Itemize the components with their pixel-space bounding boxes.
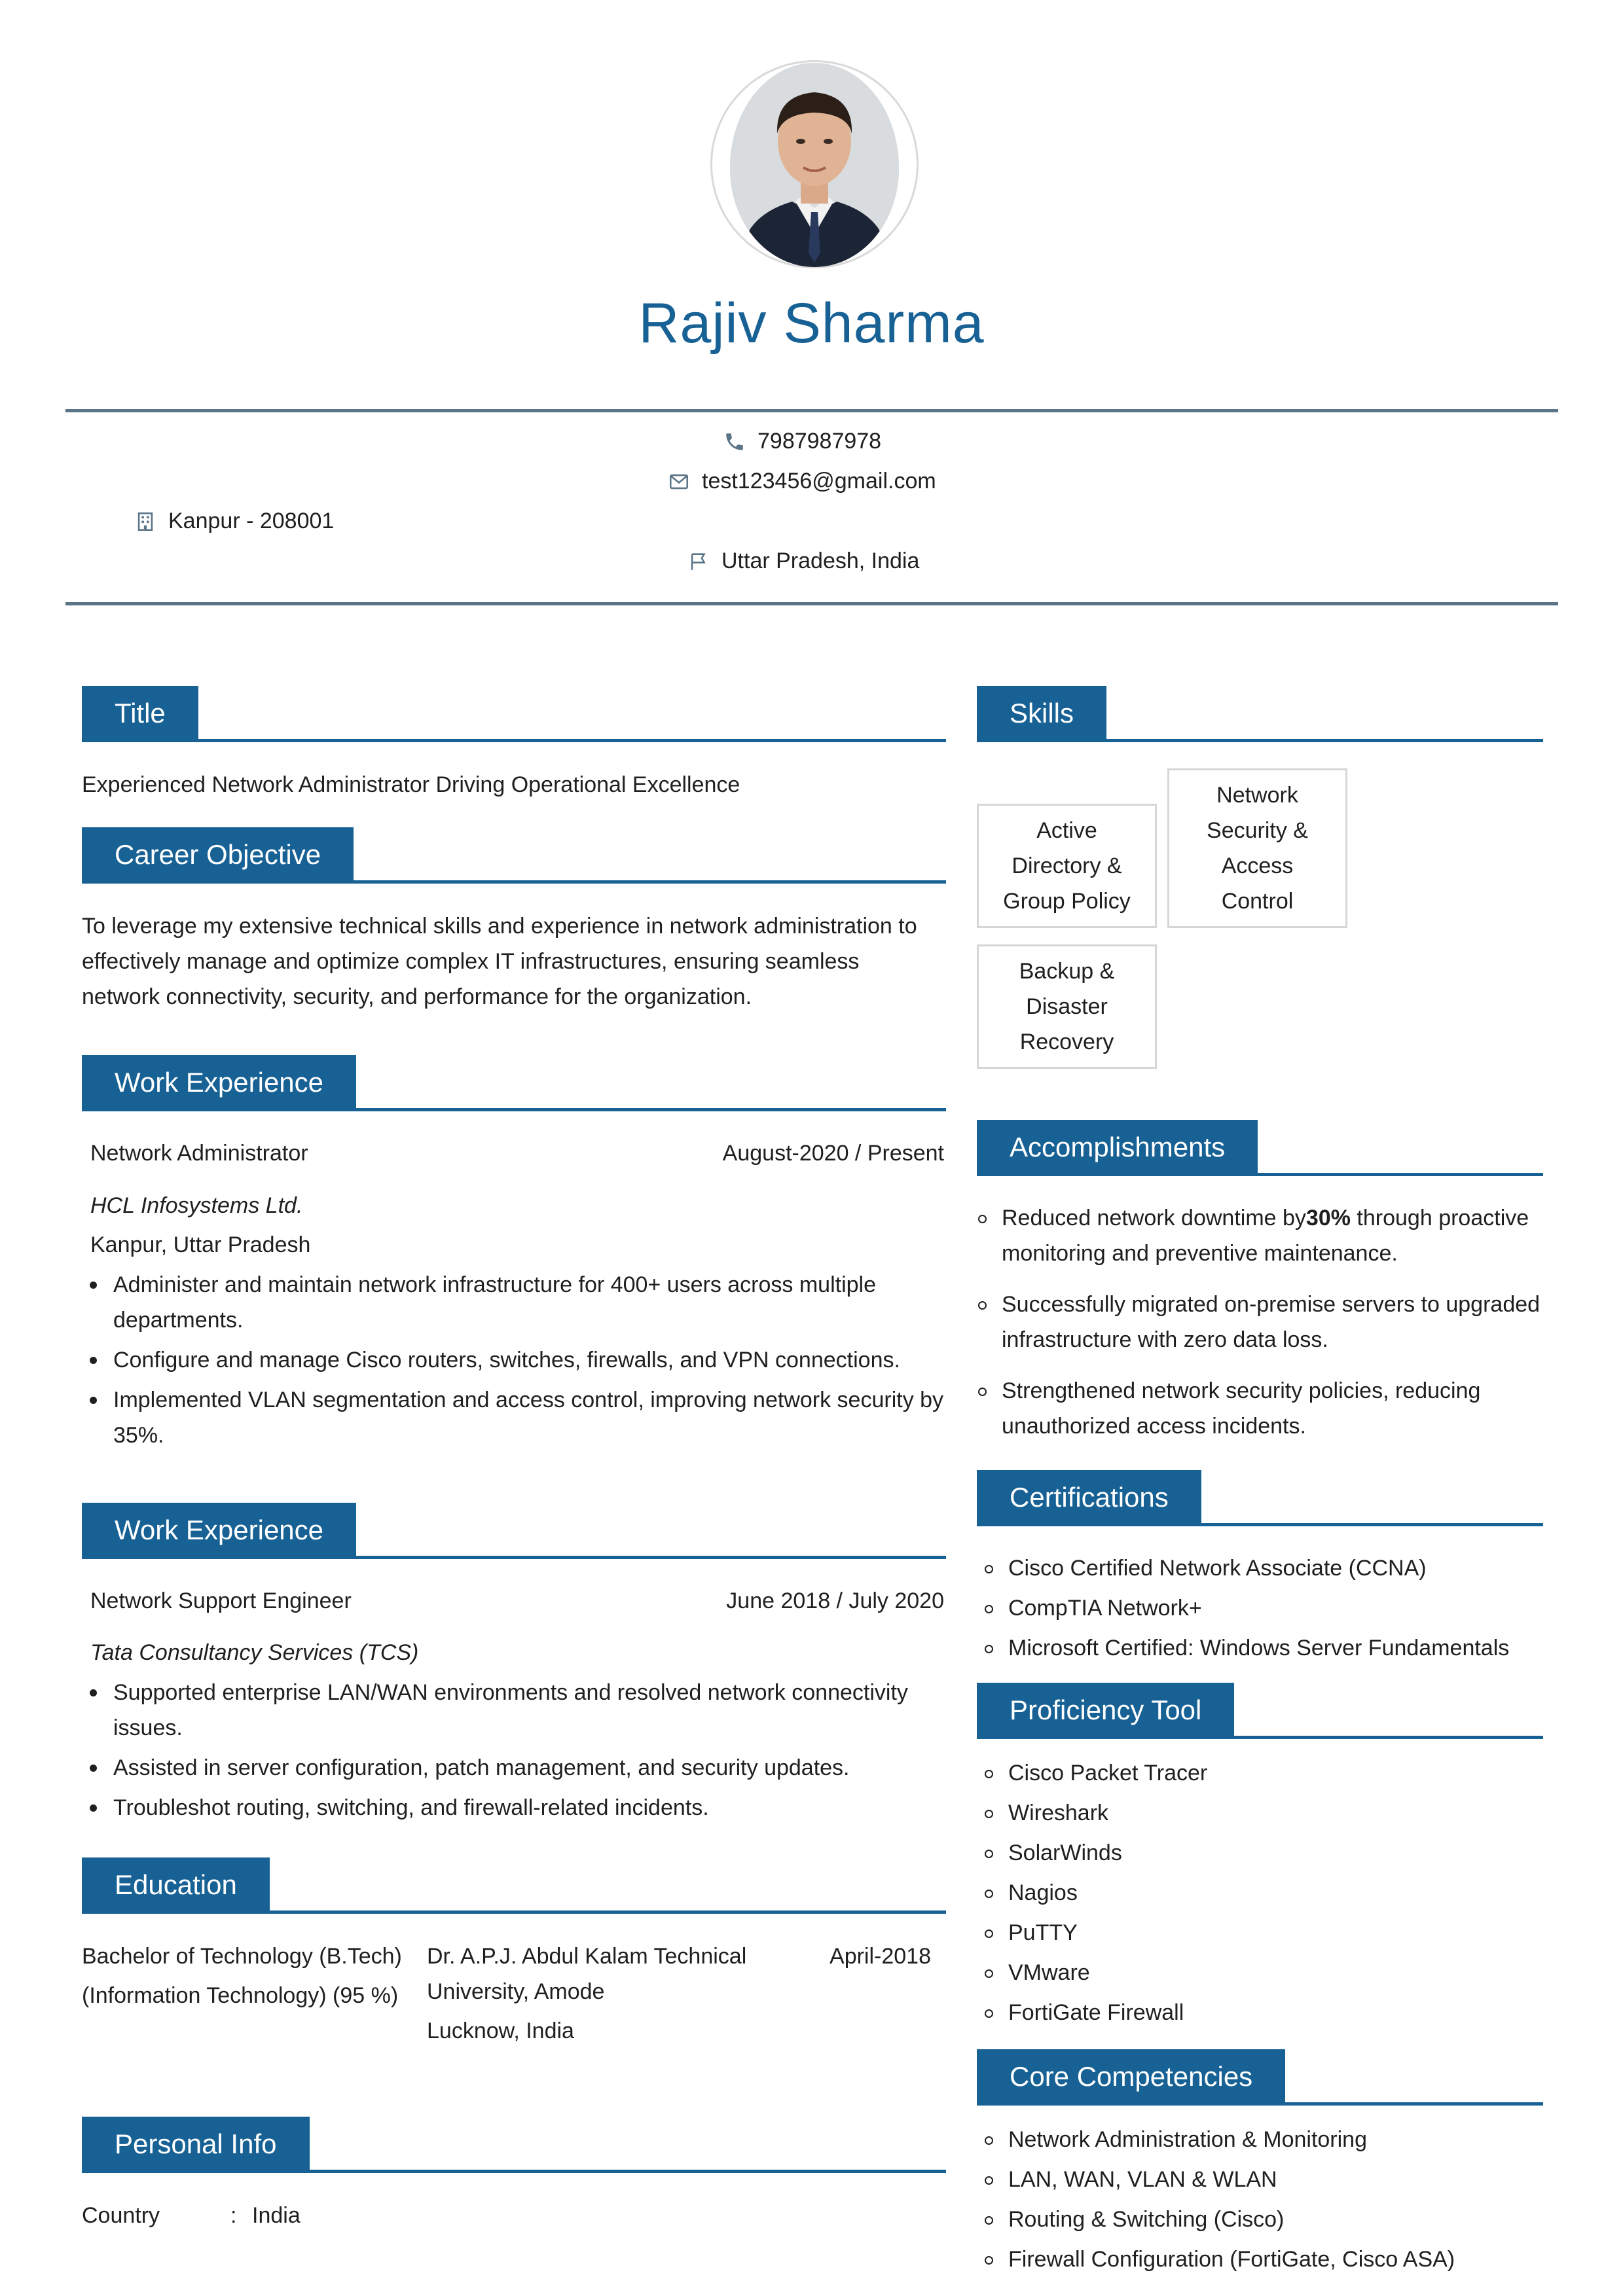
section-heading-skills: Skills <box>977 686 1106 741</box>
list-item: Administer and maintain network infrastructure for 400+ users across multiple departments. <box>82 1267 946 1338</box>
email-icon <box>668 471 690 493</box>
section-heading-work-2: Work Experience <box>82 1503 356 1558</box>
section-work-experience-1 <box>82 1055 946 1111</box>
list-item: Reduced network downtime by30% through proactive monitoring and preventive maintenance. <box>970 1200 1546 1271</box>
competencies-list <box>977 2122 1553 2282</box>
education-date: April-2018 <box>830 1944 931 1969</box>
list-item: Network Administration & Monitoring <box>977 2122 1553 2157</box>
objective-line: effectively manage and optimize complex IT infrastructures, ensuring seamless <box>82 949 860 974</box>
section-heading-title: Title <box>82 686 198 741</box>
section-heading-personal: Personal Info <box>82 2117 310 2172</box>
degree: Bachelor of Technology (B.Tech) (Information Technology) (95 %) <box>82 1944 402 2008</box>
section-core-competencies <box>977 2049 1543 2106</box>
section-heading-tools: Proficiency Tool <box>977 1683 1234 1738</box>
objective-line: network connectivity, security, and performance for the organization. <box>82 984 752 1009</box>
job-location: Kanpur, Uttar Pradesh <box>90 1232 311 1257</box>
list-item: Strengthened network security policies, reducing unauthorized access incidents. <box>970 1373 1546 1444</box>
phone-number: 7987987978 <box>757 429 882 454</box>
city-text: Kanpur - 208001 <box>168 509 335 533</box>
phone-contact <box>723 429 881 454</box>
section-work-experience-2 <box>82 1503 946 1559</box>
list-item: Cisco Certified Network Associate (CCNA) <box>977 1551 1553 1586</box>
list-item: Troubleshot routing, switching, and firewall-related incidents. <box>82 1790 946 1825</box>
section-title <box>82 686 946 742</box>
section-career-objective <box>82 827 946 884</box>
skill-tag: Backup & Disaster Recovery <box>977 944 1157 1069</box>
section-heading-certifications: Certifications <box>977 1470 1201 1525</box>
accomplishments-list <box>970 1200 1546 1448</box>
email-address: test123456@gmail.com <box>702 469 936 493</box>
company-name: HCL Infosystems Ltd. <box>90 1193 303 1218</box>
job-dates: June 2018 / July 2020 <box>726 1588 944 1613</box>
institution: Dr. A.P.J. Abdul Kalam Technical University, Amode Lucknow, India <box>427 1944 747 2043</box>
section-heading-competencies: Core Competencies <box>977 2049 1285 2104</box>
phone-icon <box>723 431 746 453</box>
section-personal-info <box>82 2117 946 2173</box>
section-heading-work-1: Work Experience <box>82 1055 356 1110</box>
company-name: Tata Consultancy Services (TCS) <box>90 1640 419 1665</box>
candidate-name: Rajiv Sharma <box>638 292 985 355</box>
list-item: Supported enterprise LAN/WAN environments and resolved network connectivity issues. <box>82 1675 946 1746</box>
list-item: LAN, WAN, VLAN & WLAN <box>977 2162 1553 2197</box>
profile-photo <box>710 60 919 270</box>
objective-text <box>82 908 953 1014</box>
list-item: PuTTY <box>977 1915 1553 1950</box>
list-item: Assisted in server configuration, patch management, and security updates. <box>82 1750 946 1785</box>
avatar <box>730 63 899 267</box>
job-role: Network Support Engineer <box>90 1588 352 1613</box>
skill-tag: Network Security & Access Control <box>1167 768 1347 928</box>
work-1-bullets <box>82 1267 946 1458</box>
objective-line: To leverage my extensive technical skills and experience in network administration to <box>82 914 917 939</box>
state-contact <box>687 548 919 574</box>
job-dates: August-2020 / Present <box>722 1141 944 1166</box>
city-contact <box>134 509 334 534</box>
list-item: Wireshark <box>977 1795 1553 1831</box>
section-skills <box>977 686 1543 742</box>
certifications-list <box>977 1551 1553 1670</box>
list-item: Routing & Switching (Cisco) <box>977 2202 1553 2237</box>
list-item: Configure and manage Cisco routers, switches, firewalls, and VPN connections. <box>82 1342 946 1378</box>
section-accomplishments <box>977 1120 1543 1176</box>
list-item: CompTIA Network+ <box>977 1590 1553 1626</box>
country-separator: : <box>230 2203 237 2228</box>
list-item: Cisco Packet Tracer <box>977 1755 1553 1791</box>
section-heading-education: Education <box>82 1857 270 1912</box>
list-item: Implemented VLAN segmentation and access control, improving network security by 35%. <box>82 1382 946 1453</box>
building-icon <box>134 511 156 533</box>
section-certifications <box>977 1470 1543 1526</box>
state-country-text: Uttar Pradesh, India <box>721 548 920 573</box>
title-text: Experienced Network Administrator Driving Operational Excellence <box>82 772 740 797</box>
list-item: Firewall Configuration (FortiGate, Cisco ASA) <box>977 2242 1553 2277</box>
list-item: Nagios <box>977 1875 1553 1910</box>
flag-icon <box>687 550 710 573</box>
country-value: India <box>252 2203 301 2228</box>
work-2-bullets <box>82 1675 946 1830</box>
header-divider-bottom <box>65 602 1558 605</box>
job-role: Network Administrator <box>90 1141 308 1166</box>
section-heading-accomplishments: Accomplishments <box>977 1120 1258 1175</box>
skill-tag: Active Directory & Group Policy <box>977 804 1157 928</box>
header-divider-top <box>65 409 1558 412</box>
email-contact <box>668 469 936 494</box>
section-proficiency-tool <box>977 1683 1543 1739</box>
list-item: FortiGate Firewall <box>977 1995 1553 2030</box>
section-heading-objective: Career Objective <box>82 827 354 882</box>
tools-list <box>977 1755 1553 2035</box>
section-education <box>82 1857 946 1914</box>
country-label: Country <box>82 2203 160 2228</box>
list-item: SolarWinds <box>977 1835 1553 1871</box>
list-item: VMware <box>977 1955 1553 1990</box>
list-item: Successfully migrated on-premise servers to upgraded infrastructure with zero data loss. <box>970 1287 1546 1357</box>
list-item: Microsoft Certified: Windows Server Fundamentals <box>977 1630 1553 1666</box>
